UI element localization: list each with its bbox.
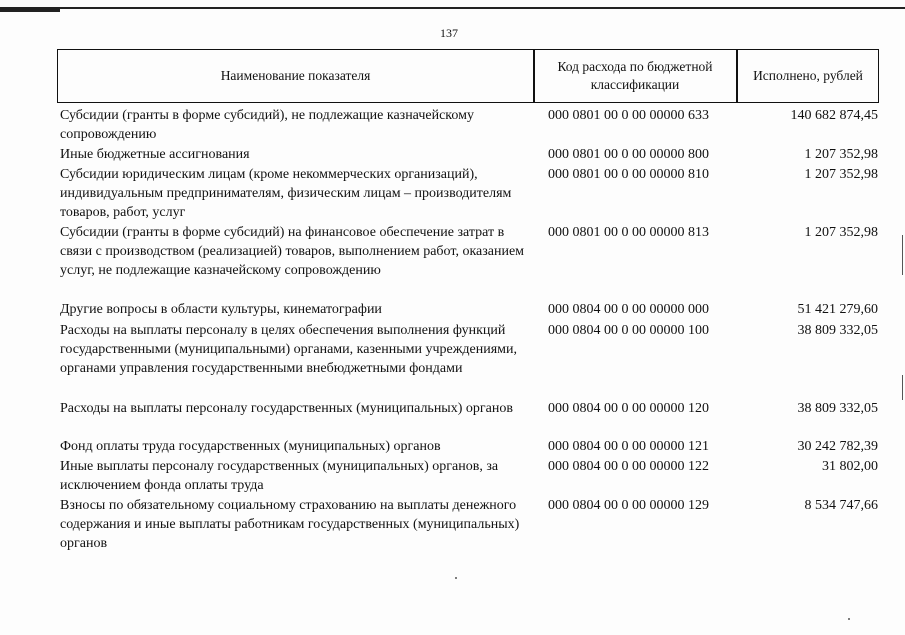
row-amount: 51 421 279,60 [797, 302, 878, 317]
row-name: Субсидии (гранты в форме субсидий) на финансовое обеспечение затрат в связи с производством (реализацией) товаров, выполнением работ, оказанием услуг, не подлежащие казначейскому сопровождению [60, 225, 525, 278]
table-header [57, 49, 879, 103]
scan-edge-mark [902, 235, 903, 275]
row-name: Субсидии (гранты в форме субсидий), не подлежащие казначейскому сопровождению [60, 108, 474, 142]
row-code: 000 0801 00 0 00 00000 800 [548, 147, 709, 162]
row-name: Взносы по обязательному социальному страхованию на выплаты денежного содержания и иные выплаты работникам государственных (муниципальных) органов [60, 498, 520, 551]
header-amount: Исполнено, рублей [753, 68, 863, 83]
row-name: Иные выплаты персоналу государственных (муниципальных) органов, за исключением фонда оплаты труда [60, 459, 499, 493]
row-name: Иные бюджетные ассигнования [60, 147, 250, 162]
row-amount: 31 802,00 [822, 459, 878, 474]
row-name: Другие вопросы в области культуры, кинематографии [60, 302, 382, 317]
row-code: 000 0804 00 0 00 00000 100 [548, 323, 709, 338]
row-code: 000 0804 00 0 00 00000 129 [548, 498, 709, 513]
row-name: Фонд оплаты труда государственных (муниципальных) органов [60, 439, 441, 454]
row-code: 000 0804 00 0 00 00000 122 [548, 459, 709, 474]
row-code: 000 0801 00 0 00 00000 813 [548, 225, 709, 240]
row-amount: 1 207 352,98 [804, 147, 878, 162]
top-rule [0, 7, 905, 9]
row-amount: 30 242 782,39 [797, 439, 878, 454]
row-name: Расходы на выплаты персоналу государственных (муниципальных) органов [60, 401, 513, 416]
row-name: Расходы на выплаты персоналу в целях обеспечения выполнения функций государственными (муниципальными) органами, казенными учреждениями, органами управления государственными внебюджетными фондами [60, 323, 517, 376]
top-rule-accent [0, 9, 60, 12]
row-code: 000 0804 00 0 00 00000 121 [548, 439, 709, 454]
row-amount: 1 207 352,98 [804, 225, 878, 240]
row-code: 000 0801 00 0 00 00000 810 [548, 167, 709, 182]
row-code: 000 0804 00 0 00 00000 000 [548, 302, 709, 317]
row-code: 000 0804 00 0 00 00000 120 [548, 401, 709, 416]
row-name: Субсидии юридическим лицам (кроме некоммерческих организаций), индивидуальным предпринимателям, физическим лицам – производителям товаров, работ, услуг [60, 167, 512, 220]
header-code: Код расхода по бюджетной классификации [557, 59, 713, 92]
row-amount: 38 809 332,05 [797, 401, 878, 416]
header-name: Наименование показателя [220, 68, 371, 83]
scan-speck [455, 577, 457, 579]
row-amount: 38 809 332,05 [797, 323, 878, 338]
row-amount: 8 534 747,66 [804, 498, 878, 513]
scan-edge-mark [902, 375, 903, 400]
row-amount: 1 207 352,98 [804, 167, 878, 182]
page-number: 137 [440, 26, 458, 40]
row-code: 000 0801 00 0 00 00000 633 [548, 108, 709, 123]
scan-speck [848, 618, 850, 620]
row-amount: 140 682 874,45 [790, 108, 878, 123]
